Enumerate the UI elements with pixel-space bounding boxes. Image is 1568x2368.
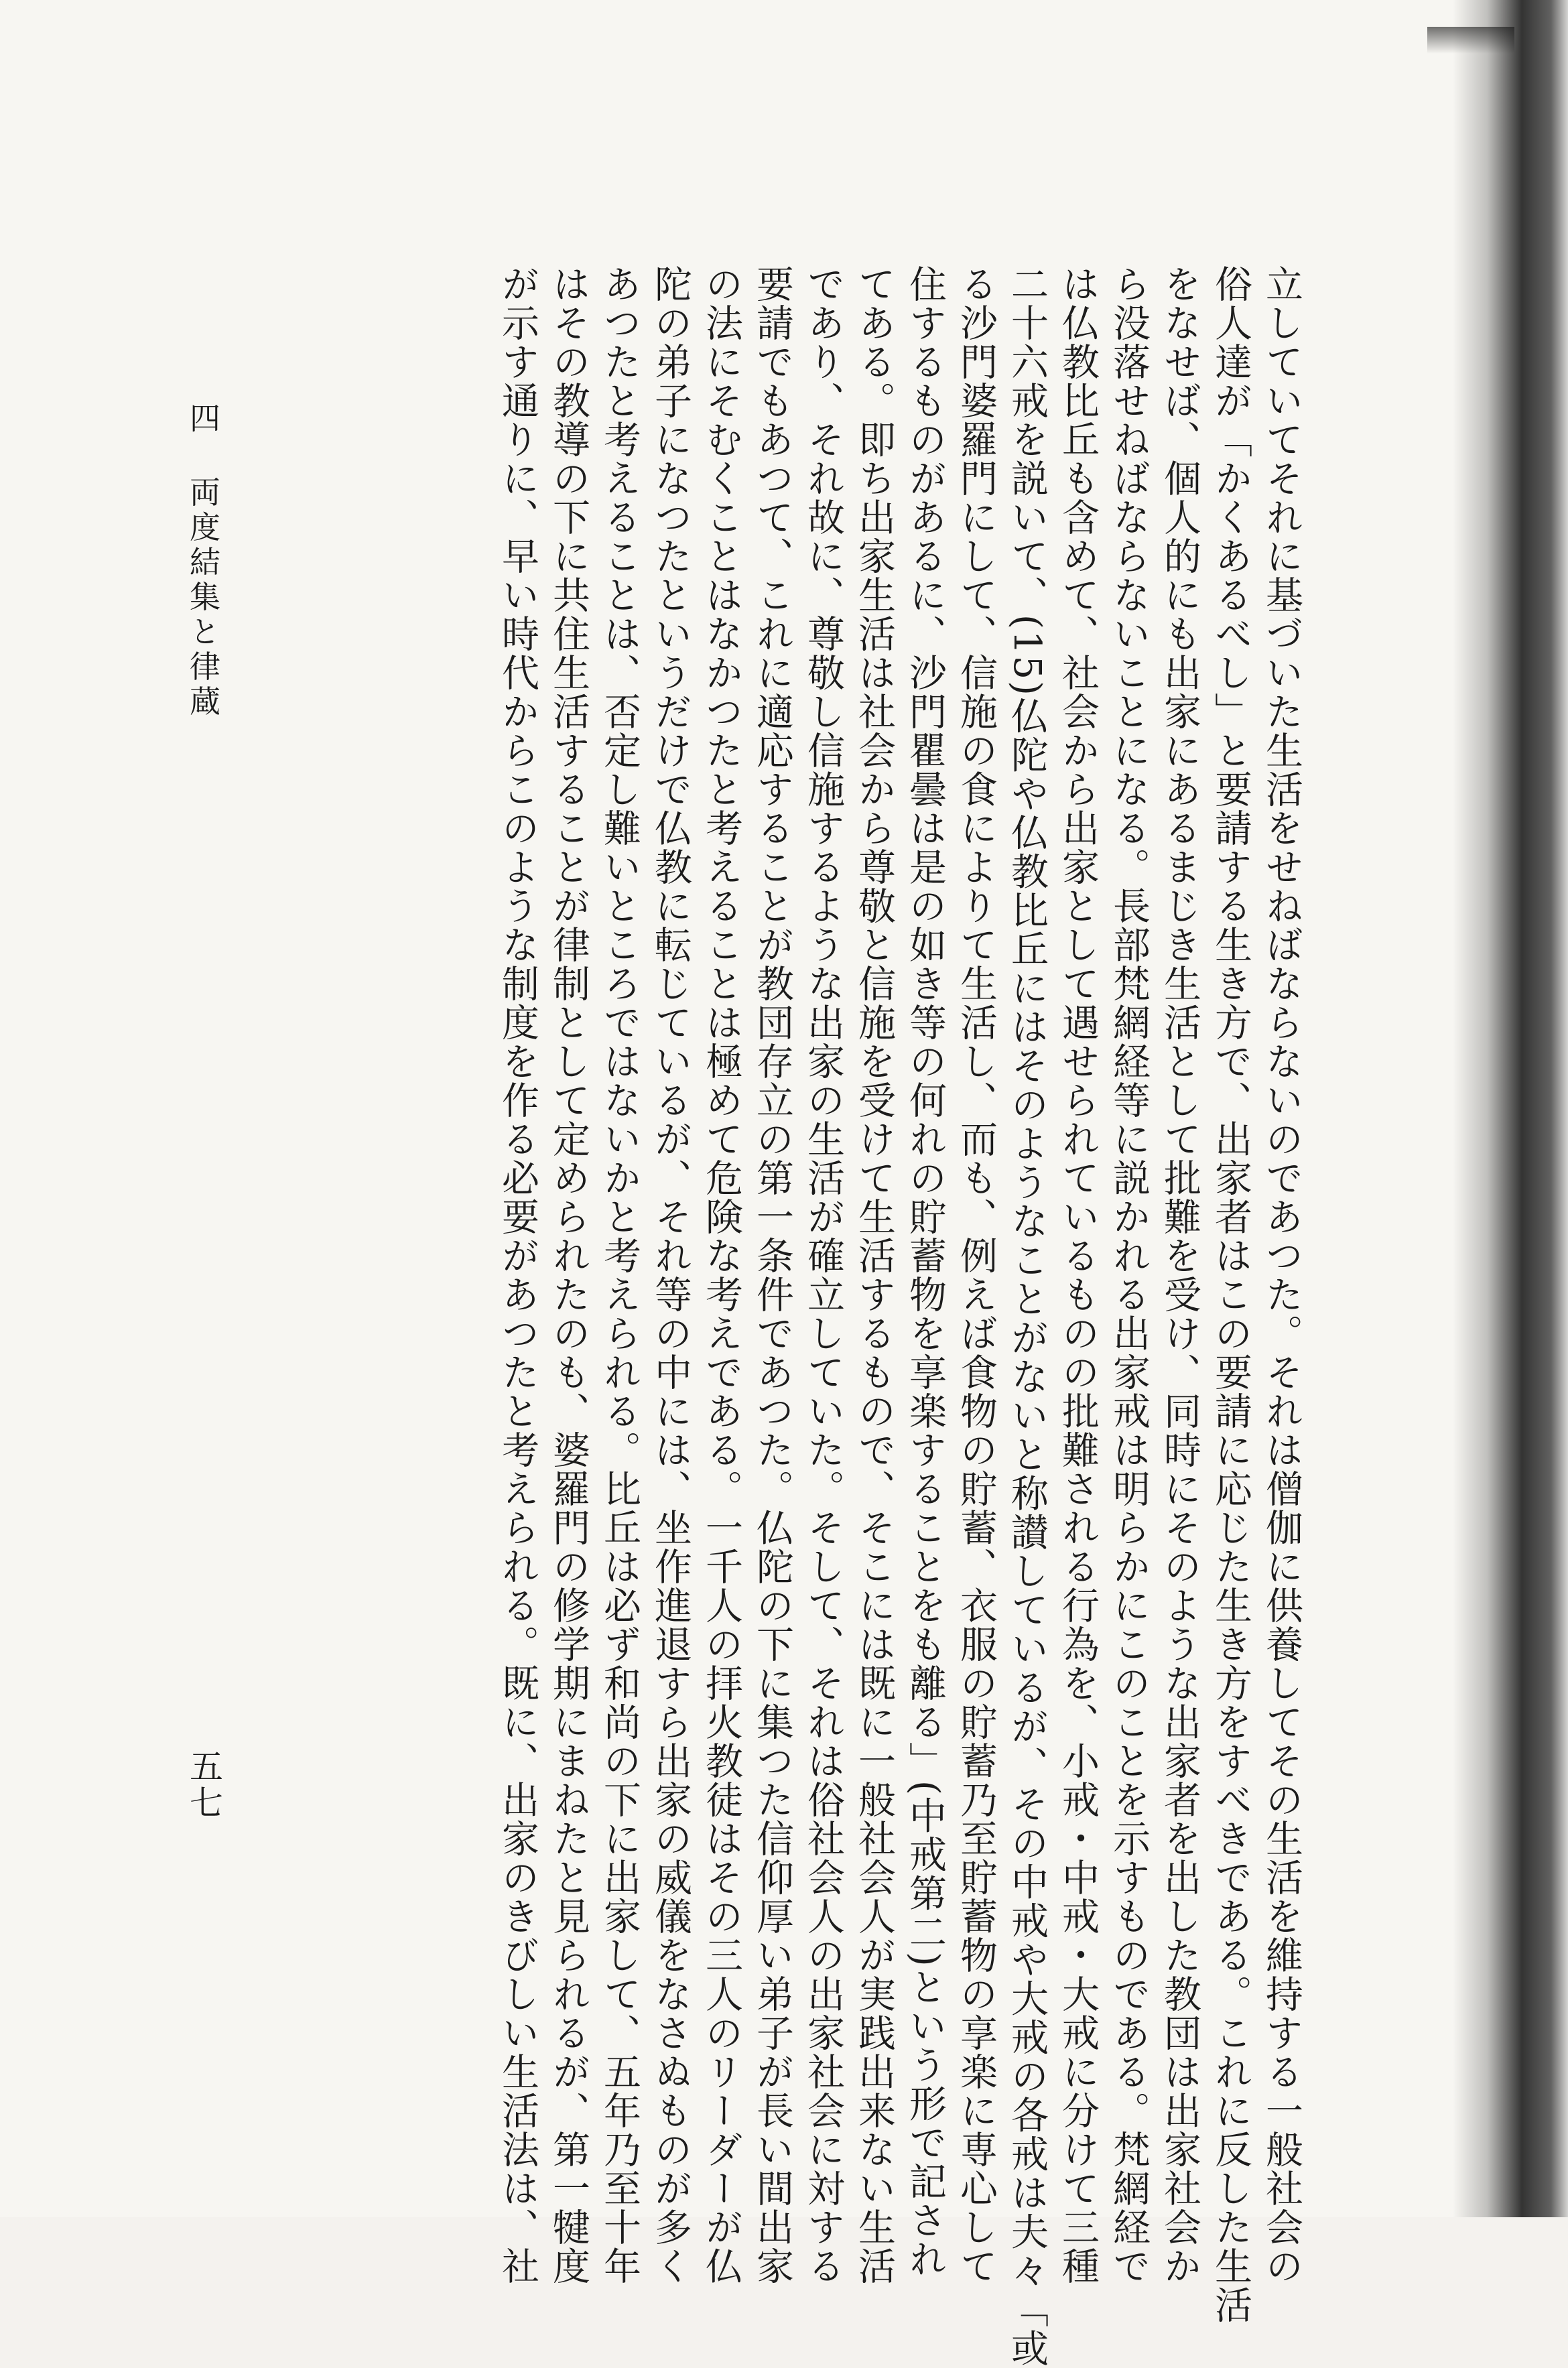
running-head — [181, 402, 225, 737]
text-column: は仏教比丘も含めて、社会から出家として遇せられているものの批難される行為を、小戒・中戒・大戒に分けて三種 — [1056, 265, 1100, 2286]
text-column: 二十六戒を説いて、(15)仏陀や仏教比丘にはそのようなことがないと称讃しているが、その中戒や大戒の各戒は夫々「或 — [1005, 265, 1049, 2368]
text-column: をなせば、個人的にも出家にあるまじき生活として批難を受け、同時にそのような出家者を出した教団は出家社会か — [1158, 265, 1201, 2286]
page-number: 五七 — [184, 1749, 223, 1821]
text-column: 住するものがあるに、沙門瞿曇は是の如き等の何れの貯蓄物を享楽することをも離る」(中戒第二)という形で記され — [903, 265, 947, 2279]
running-head-title: 両度結集と律蔵 — [185, 476, 221, 720]
text-column: 要請でもあつて、これに適応することが教団存立の第一条件であつた。仏陀の下に集つた信仰厚い弟子が長い間出家 — [750, 265, 794, 2286]
text-column: が示す通りに、早い時代からこのような制度を作る必要があつたと考えられる。既に、出家のきびしい生活法は、社 — [496, 265, 539, 2286]
text-column: 俗人達が「かくあるべし」と要請する生き方で、出家者はこの要請に応じた生き方をすべきである。これに反した生活 — [1209, 265, 1252, 2324]
text-column: 陀の弟子になつたというだけで仏教に転じているが、それ等の中には、坐作進退すら出家の威儀をなさぬものが多く — [649, 265, 692, 2286]
text-column: ら没落せねばならないことになる。長部梵網経等に説かれる出家戒は明らかにこのことを示すものである。梵網経で — [1107, 265, 1151, 2286]
text-column: であり、それ故に、尊敬し信施するような出家の生活が確立していた。そして、それは俗社会人の出家社会に対する — [801, 265, 845, 2286]
text-column: てある。即ち出家生活は社会から尊敬と信施を受けて生活するもので、そこには既に一般社会人が実践出来ない生活 — [852, 265, 896, 2286]
section-number: 四 — [185, 402, 221, 437]
page-edge-shadow-top — [1427, 27, 1514, 54]
text-column: の法にそむくことはなかつたと考えることは極めて危険な考えである。一千人の拝火教徒はその三人のリーダーが仏 — [700, 265, 743, 2286]
text-column: あつたと考えることは、否定し難いところではないかと考えられる。比丘は必ず和尚の下に出家して、五年乃至十年 — [598, 265, 641, 2286]
body-text — [261, 265, 1307, 2368]
page-edge-shadow — [1453, 0, 1568, 2217]
text-column: 立していてそれに基づいた生活をせねばならないのであつた。それは僧伽に供養してその生活を維持する一般社会の — [1260, 265, 1303, 2286]
text-column: る沙門婆羅門にして、信施の食によりて生活し、而も、例えば食物の貯蓄、衣服の貯蓄乃至貯蓄物の享楽に専心して — [954, 265, 998, 2286]
text-column: はその教導の下に共住生活することが律制として定められたのも、婆羅門の修学期にまねたと見られるが、第一犍度 — [547, 265, 590, 2286]
